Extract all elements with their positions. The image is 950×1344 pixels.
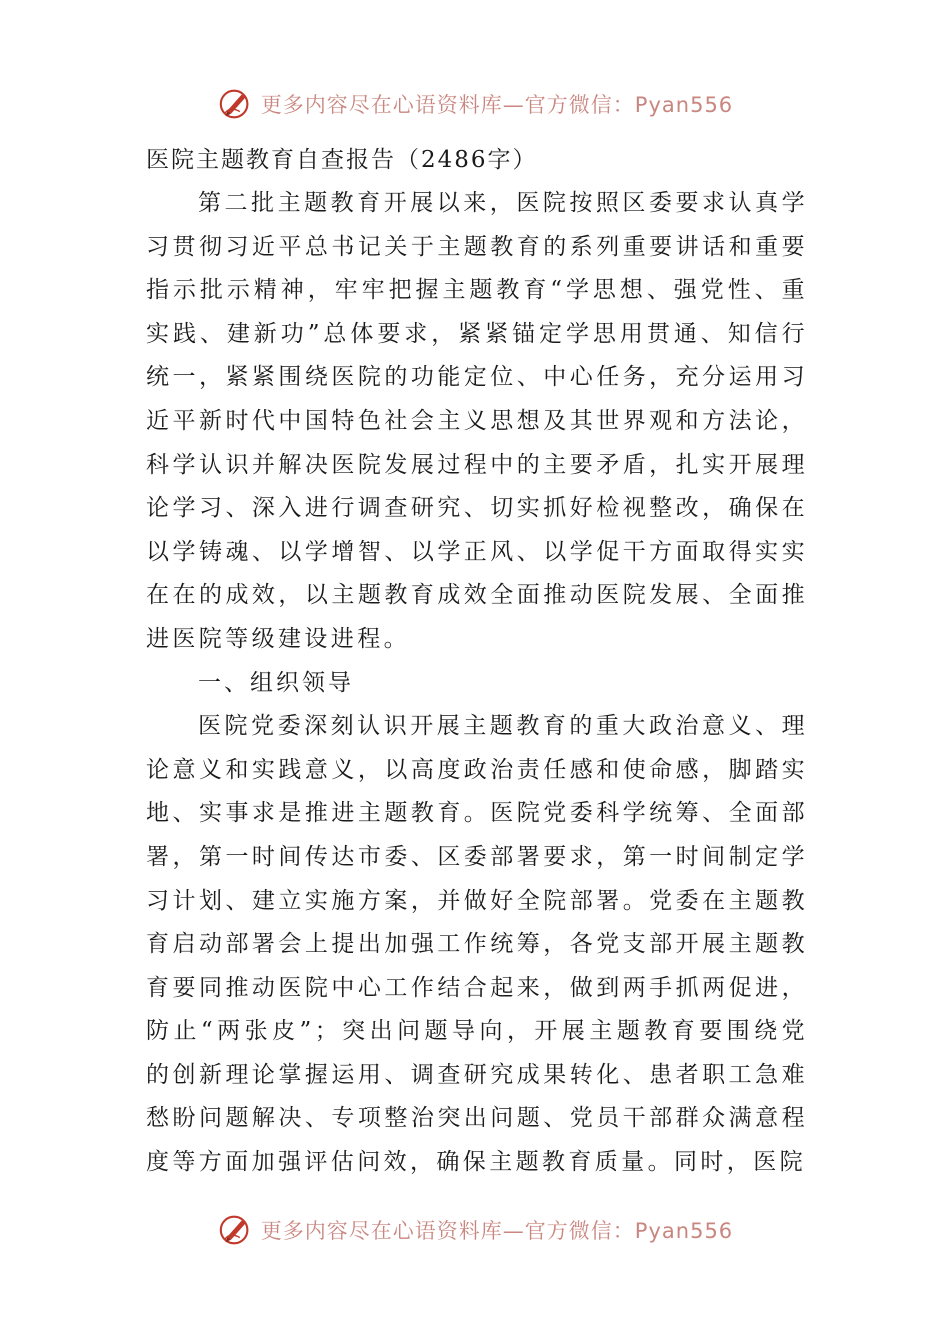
document-title: 医院主题教育自查报告（2486字） xyxy=(146,147,538,173)
header-watermark xyxy=(0,84,950,124)
intro-paragraph: 第二批主题教育开展以来，医院按照区委要求认真学习贯彻习近平总书记关于主题教育的系列重要讲话和重要指示批示精神，牢牢把握主题教育“学思想、强党性、重实践、建新功”总体要求，紧紧锚定学思用贯通、知信行统一，紧紧围绕医院的功能定位、中心任务，充分运用习近平新时代中国特色社会主义思想及其世界观和方法论，科学认识并解决医院发展过程中的主要矛盾，扎实开展理论学习、深入进行调查研究、切实抓好检视整改，确保在以学铸魂、以学增智、以学正风、以学促干方面取得实实在在的成效，以主题教育成效全面推动医院发展、全面推进医院等级建设进程。 xyxy=(146,190,808,652)
watermark-text: 更多内容尽在心语资料库—官方微信：Pyan556 xyxy=(260,1219,734,1243)
pen-logo-icon xyxy=(217,85,255,123)
footer-watermark xyxy=(0,1210,950,1250)
watermark-text: 更多内容尽在心语资料库—官方微信：Pyan556 xyxy=(260,93,734,117)
section-heading: 一、组织领导 xyxy=(198,669,354,696)
document-body xyxy=(146,138,808,1185)
section-paragraph: 医院党委深刻认识开展主题教育的重大政治意义、理论意义和实践意义，以高度政治责任感和使命感，脚踏实地、实事求是推进主题教育。医院党委科学统筹、全面部署，第一时间传达市委、区委部署要求，第一时间制定学习计划、建立实施方案，并做好全院部署。党委在主题教育启动部署会上提出加强工作统筹，各党支部开展主题教育要同推动医院中心工作结合起来，做到两手抓两促进，防止“两张皮”；突出问题导向，开展主题教育要围绕党的创新理论掌握运用、调查研究成果转化、患者职工急难愁盼问题解决、专项整治突出问题、党员干部群众满意程度等方面加强评估问效，确保主题教育质量。同时，医院 xyxy=(146,713,808,1176)
pen-logo-icon xyxy=(217,1211,255,1249)
